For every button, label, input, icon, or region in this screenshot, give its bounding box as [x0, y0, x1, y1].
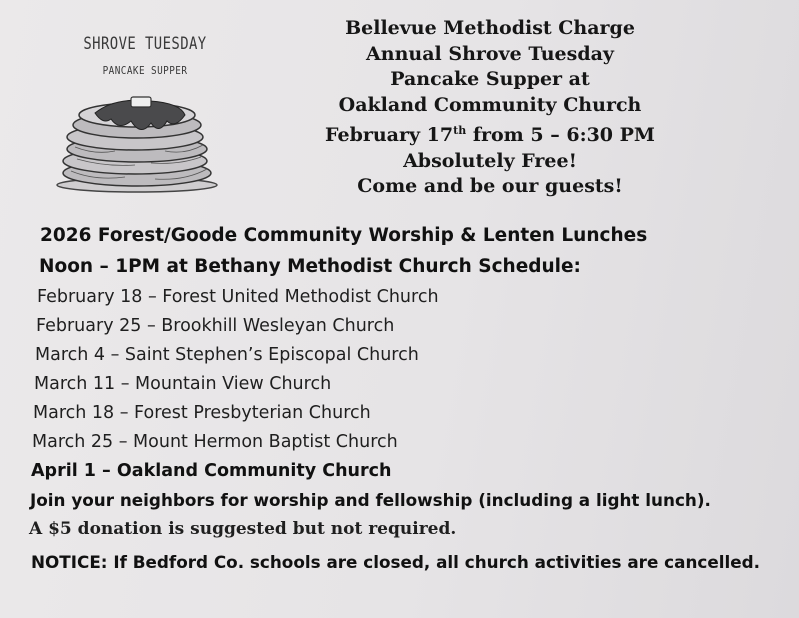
- schedule-item: February 25 – Brookhill Wesleyan Church: [36, 316, 395, 336]
- header-line: Annual Shrove Tuesday: [366, 42, 614, 65]
- schedule-item: April 1 – Oakland Community Church: [31, 461, 392, 481]
- schedule-item: March 25 – Mount Hermon Baptist Church: [32, 432, 398, 452]
- header-line: Come and be our guests!: [357, 175, 623, 197]
- section-heading: 2026 Forest/Goode Community Worship & Lenten Lunches: [40, 225, 648, 246]
- header-line: Oakland Community Church: [338, 93, 642, 116]
- pancake-supper-announcement: [290, 16, 690, 200]
- schedule-item: March 11 – Mountain View Church: [34, 374, 332, 394]
- donation-note: A $5 donation is suggested but not required.: [29, 519, 457, 539]
- join-invitation: Join your neighbors for worship and fellowship (including a light lunch).: [30, 490, 711, 510]
- schedule-item: March 4 – Saint Stephen’s Episcopal Church: [35, 345, 419, 365]
- logo-title: SHROVE TUESDAY: [83, 34, 207, 54]
- header-line: Absolutely Free!: [403, 149, 577, 172]
- section-subheading: Noon – 1PM at Bethany Methodist Church Schedule:: [39, 256, 581, 277]
- shrove-tuesday-logo: [50, 30, 240, 195]
- schedule-item: February 18 – Forest United Methodist Church: [37, 287, 439, 307]
- event-date-time: February 17th from 5 – 6:30 PM: [325, 124, 655, 146]
- schedule-item: March 18 – Forest Presbyterian Church: [33, 403, 371, 423]
- pancake-stack-icon: [55, 85, 225, 195]
- cancellation-notice: NOTICE: If Bedford Co. schools are closed, all church activities are cancelled.: [31, 552, 760, 572]
- header-line: Pancake Supper at: [390, 68, 590, 90]
- logo-subtitle: PANCAKE SUPPER: [102, 64, 188, 77]
- header-line: Bellevue Methodist Charge: [345, 17, 635, 39]
